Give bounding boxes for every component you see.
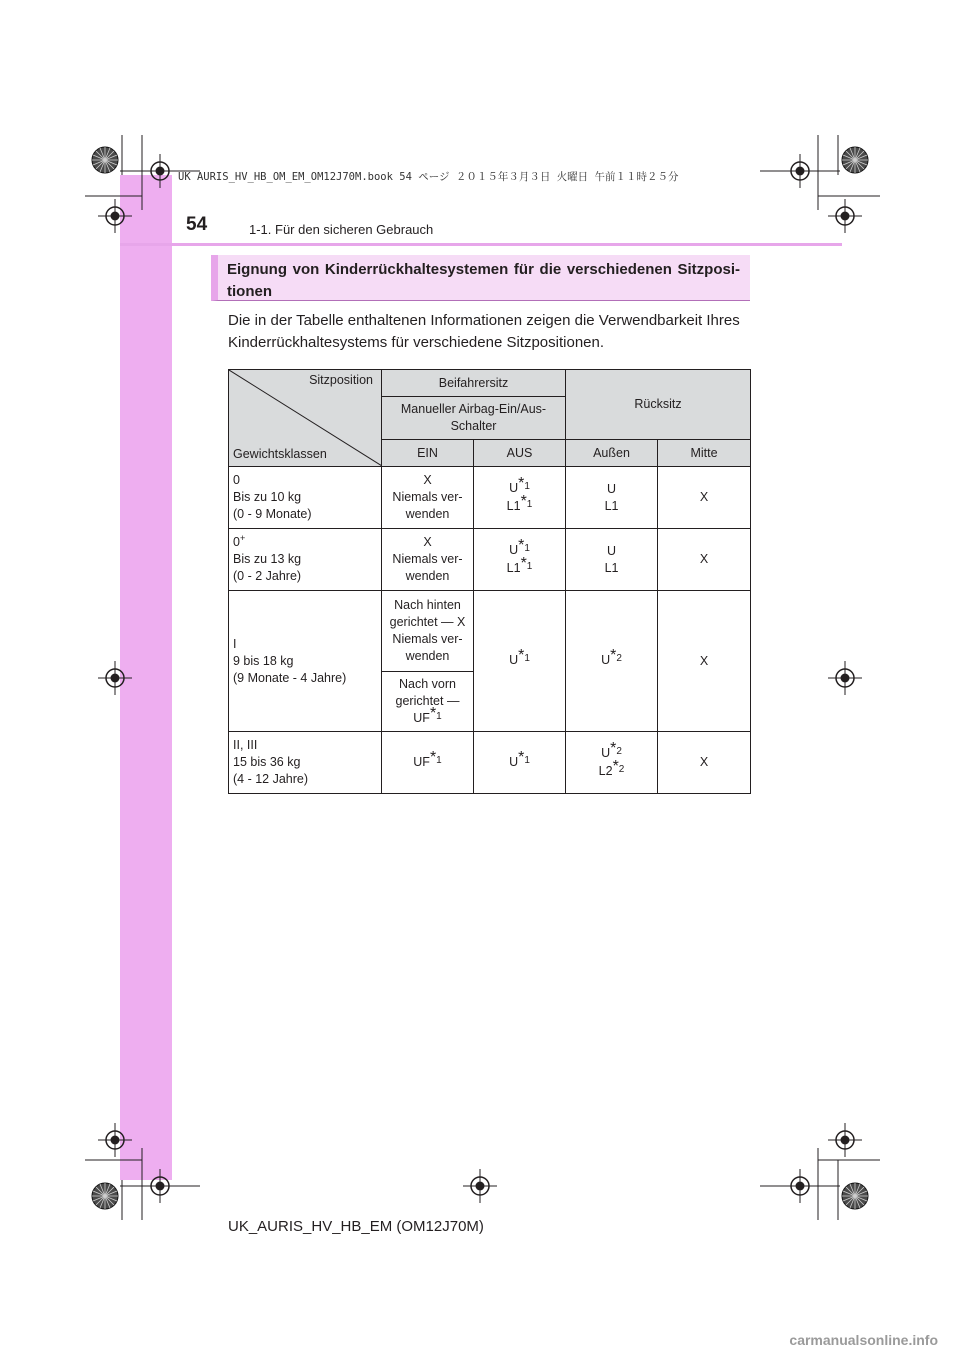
cell-mitte: X [658,591,751,732]
header-mitte: Mitte [658,440,751,467]
intro-paragraph: Die in der Tabelle enthaltenen Informationen zeigen die Verwendbarkeit Ihres Kinderrückhaltesystems für verschiedene Sitzpositionen. [228,312,740,351]
weight-class-cell: II, III 15 bis 36 kg (4 - 12 Jahre) [229,732,382,794]
weight-class-cell: I 9 bis 18 kg (9 Monate - 4 Jahre) [229,591,382,732]
cell-aus: U*$^1$ L1*$^1$ [474,467,566,529]
margin-tab-strip [120,175,172,1180]
cell-ein: X Niemals ver- wenden [382,467,474,529]
section-heading-box [211,255,750,301]
cell-aussen: U L1 [566,467,658,529]
footer-model-code: UK_AURIS_HV_HB_EM (OM12J70M) [228,1218,484,1235]
corner-label-weight: Gewichtsklassen [233,447,327,461]
table-row [229,591,751,672]
cell-mitte: X [658,529,751,591]
table-row [229,732,751,794]
cell-aus: U*$^1$ [474,591,566,732]
cell-ein: UF*$^1$ [382,732,474,794]
header-rule [120,243,842,246]
suitability-table [228,369,751,794]
weight-class-cell: 0 Bis zu 10 kg (0 - 9 Monate) [229,467,382,529]
header-rear-seat: Rücksitz [566,370,751,440]
table-corner-cell [229,370,382,467]
cell-aus: U*$^1$ [474,732,566,794]
cell-ein-forward-facing: Nach vorn gerichtet — UF*$^1$ [382,672,474,732]
cell-ein-rear-facing: Nach hinten gerichtet — X Niemals ver- wenden [382,591,474,672]
cell-mitte: X [658,732,751,794]
section-title: 1-1. Für den sicheren Gebrauch [249,222,434,237]
cell-ein: X Niemals ver- wenden [382,529,474,591]
table-row [229,467,751,529]
cell-mitte: X [658,467,751,529]
header-aus: AUS [474,440,566,467]
header-ein: EIN [382,440,474,467]
page-number: 54 [186,214,208,235]
weight-class-cell: 0+ Bis zu 13 kg (0 - 2 Jahre) [229,529,382,591]
cell-aussen: U L1 [566,529,658,591]
header-aussen: Außen [566,440,658,467]
cell-aussen: U*$^2$ L2*$^2$ [566,732,658,794]
corner-label-position: Sitzposition [309,373,373,387]
print-info-line: UK AURIS_HV_HB_OM_EM_OM12J70M.book 54 ページ ２０１５年３月３日 火曜日 午前１１時２５分 [178,171,679,183]
cell-aussen: U*$^2$ [566,591,658,732]
section-heading: Eignung von Kinderrückhaltesystemen für die verschiedenen Sitzposi-tionen [227,261,740,300]
cell-aus: U*$^1$ L1*$^1$ [474,529,566,591]
watermark: carmanualsonline.info [789,1332,938,1348]
header-front-seat: Beifahrersitz [382,370,566,397]
header-airbag-switch: Manueller Airbag-Ein/Aus-Schalter [382,397,566,440]
table-row [229,529,751,591]
